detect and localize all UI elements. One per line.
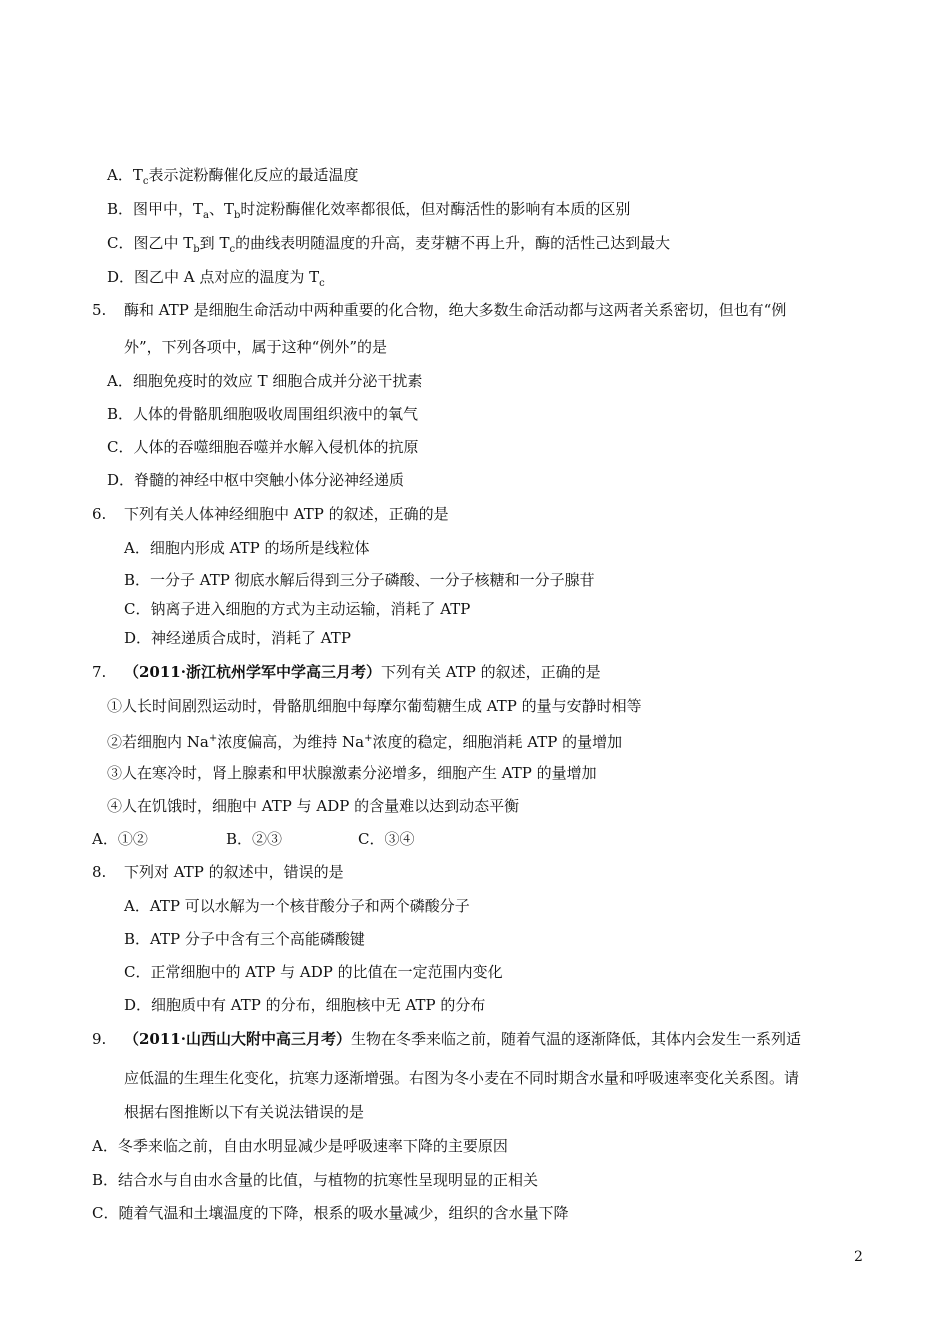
text-fragment: 到 T [199,234,230,252]
q4-option-a [107,165,358,192]
q9-number: 9. [92,1030,107,1048]
subscript: b [234,210,241,221]
q7-item-2 [107,729,622,752]
q7-item-3: ③人在寒冷时，肾上腺素和甲状腺激素分泌增多，细胞产生 ATP 的量增加 [107,764,597,782]
q9-option-b: B．结合水与自由水含量的比值，与植物的抗寒性呈现明显的正相关 [92,1171,539,1189]
q7-source: （2011·浙江杭州学军中学高三月考） [124,663,381,681]
q8-number: 8. [92,863,107,881]
q5-option-b: B．人体的骨骼肌细胞吸收周围组织液中的氧气 [107,405,419,423]
q7-option-c: C．③④ [358,830,415,848]
superscript: + [364,733,373,744]
q8-option-a: A．ATP 可以水解为一个核苷酸分子和两个磷酸分子 [124,897,470,915]
text-fragment: 表示淀粉酶催化反应的最适温度 [148,166,359,184]
q8-option-d: D．细胞质中有 ATP 的分布，细胞核中无 ATP 的分布 [124,996,486,1014]
q5-stem-line2: 外”，下列各项中，属于这种“例外”的是 [124,338,388,356]
q6-number: 6. [92,505,107,523]
text-fragment: 浓度的稳定，细胞消耗 ATP 的量增加 [372,733,623,751]
q4-option-b [107,199,630,226]
subscript: c [142,176,149,187]
text-fragment: 、T [209,200,235,218]
q6-option-b: B．一分子 ATP 彻底水解后得到三分子磷酸、一分子核糖和一分子腺苷 [124,571,595,589]
q6-option-d: D．神经递质合成时，消耗了 ATP [124,629,351,647]
q9-stem-line3: 根据右图推断以下有关说法错误的是 [124,1103,365,1121]
q9-source: （2011·山西山大附中高三月考） [124,1030,351,1048]
q7-item-1: ①人长时间剧烈运动时，骨骼肌细胞中每摩尔葡萄糖生成 ATP 的量与安静时相等 [107,697,642,715]
q7-stem: 下列有关 ATP 的叙述，正确的是 [380,663,601,681]
text-fragment: 的曲线表明随温度的升高，麦芽糖不再上升，酶的活性己达到最大 [235,234,671,252]
q9-stem-text: 生物在冬季来临之前，随着气温的逐渐降低，其体内会发生一系列适 [350,1030,801,1048]
text-fragment: D．图乙中 A 点对应的温度为 T [107,268,320,286]
q6-option-a: A．细胞内形成 ATP 的场所是线粒体 [124,539,370,557]
subscript: b [193,244,200,255]
q4-option-d [107,267,325,294]
q7-option-a: A．①② [92,830,148,848]
q9-option-a: A．冬季来临之前，自由水明显减少是呼吸速率下降的主要原因 [92,1137,508,1155]
q7-item-4: ④人在饥饿时，细胞中 ATP 与 ADP 的含量难以达到动态平衡 [107,797,520,815]
q7-stem-line [124,662,601,682]
q9-option-c: C．随着气温和土壤温度的下降，根系的吸水量减少，组织的含水量下降 [92,1204,569,1222]
q6-option-c: C．钠离子进入细胞的方式为主动运输，消耗了 ATP [124,600,471,618]
q8-stem: 下列对 ATP 的叙述中，错误的是 [124,863,344,881]
q5-option-c: C．人体的吞噬细胞吞噬并水解入侵机体的抗原 [107,438,419,456]
subscript: a [203,210,209,221]
text-fragment: C．图乙中 T [107,234,194,252]
subscript: c [229,244,236,255]
q5-stem-line1: 酶和 ATP 是细胞生命活动中两种重要的化合物，绝大多数生命活动都与这两者关系密切，但也有“例 [124,301,787,319]
superscript: + [208,733,218,744]
q5-number: 5. [92,301,107,319]
q8-option-b: B．ATP 分子中含有三个高能磷酸键 [124,930,365,948]
text-fragment: B．图甲中，T [107,200,204,218]
text-fragment: ②若细胞内 Na [107,733,209,751]
q5-option-d: D．脊髓的神经中枢中突触小体分泌神经递质 [107,471,405,489]
q4-option-c [107,233,670,260]
q8-option-c: C．正常细胞中的 ATP 与 ADP 的比值在一定范围内变化 [124,963,503,981]
text-fragment: 时淀粉酶催化效率都很低，但对酶活性的影响有本质的区别 [240,200,631,218]
text-fragment: 浓度偏高，为维持 Na [217,733,365,751]
q9-stem-line2: 应低温的生理生化变化，抗寒力逐渐增强。右图为冬小麦在不同时期含水量和呼吸速率变化关系图。请 [124,1069,800,1087]
q6-stem: 下列有关人体神经细胞中 ATP 的叙述，正确的是 [124,505,449,523]
page-number: 2 [854,1249,863,1265]
q5-option-a: A．细胞免疫时的效应 T 细胞合成并分泌干扰素 [107,372,423,390]
q7-number: 7. [92,663,107,681]
text-fragment: A．T [107,166,143,184]
subscript: c [319,278,325,289]
q9-stem-line1 [124,1029,801,1049]
q7-option-b: B．②③ [226,830,283,848]
